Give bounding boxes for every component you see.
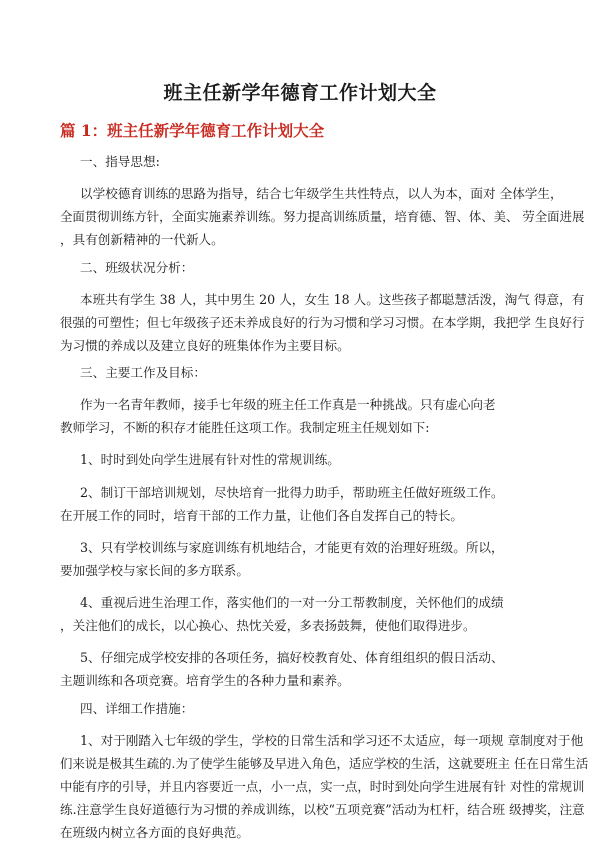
paragraph-line: 要加强学校与家长间的多方联系。 — [60, 563, 249, 578]
paragraph-line: 主题训练和各项竞赛。培育学生的各种力量和素养。 — [60, 673, 350, 688]
paragraph-line: 作为一名青年教师，接手七年级的班主任工作真是一种挑战。只有虚心向老 — [80, 397, 496, 412]
paragraph-line: 很强的可塑性；但七年级孩子还未养成良好的行为习惯和学习习惯。在本学期，我把学 生良好行 — [60, 315, 585, 330]
list-item: 1、时时到处向学生进展有针对性的常规训练。 — [80, 452, 340, 467]
paragraph-line: 以学校德育训练的思路为指导，结合七年级学生共性特点，以人为本，面对 全体学生， — [80, 186, 563, 201]
heading-work-measures: 四、详细工作措施： — [80, 701, 194, 716]
paragraph-line: 为习惯的养成以及建立良好的班集体作为主要目标。 — [60, 338, 350, 353]
paragraph-line: 在开展工作的同时，培育干部的工作力量，让他们各自发挥自己的特长。 — [60, 508, 463, 523]
heading-guiding-thought: 一、指导思想: — [80, 154, 160, 169]
paragraph-line: 在班级内树立各方面的良好典范。 — [60, 825, 249, 840]
list-item: 4、重视后进生治理工作，落实他们的一对一分工帮教制度，关怀他们的成绩 — [80, 595, 504, 610]
paragraph-line: ，关注他们的成长，以心换心、热忱关爱，多表扬鼓舞，使他们取得进步。 — [60, 618, 476, 633]
list-item: 5、仔细完成学校安排的各项任务，搞好校教育处、体育组组织的假日活动、 — [80, 650, 504, 665]
paragraph-line: 本班共有学生 38 人，其中男生 20 人，女生 18 人。这些孩子都聪慧活泼，淘气 得意，有 — [80, 292, 585, 307]
list-item: 3、只有学校训练与家庭训练有机地结合，才能更有效的治理好班级。所以， — [80, 540, 504, 555]
paragraph-line: 练.注意学生良好道德行为习惯的养成训练，以校“五项竞赛”活动为杠杆，结合班 级搏奖，注意 — [60, 802, 585, 817]
paragraph-line: 全面贯彻训练方针，全面实施素养训练。努力提高训练质量，培育德、智、体、美、 劳全面进展 — [60, 209, 585, 224]
paragraph-line: ，具有创新精神的一代新人。 — [60, 232, 224, 247]
paragraph-line: 们来说是极其生疏的.为了使学生能够及早进入角色，适应学校的生活，这就要班主 任在日常生活 — [60, 756, 589, 771]
heading-class-analysis: 二、班级状况分析： — [80, 260, 194, 275]
paragraph-line: 教师学习，不断的积存才能胜任这项工作。我制定班主任规划如下: — [60, 420, 430, 435]
document-title: 班主任新学年德育工作计划大全 — [163, 82, 437, 104]
section-heading: 篇 1：班主任新学年德育工作计划大全 — [60, 121, 325, 140]
heading-main-goals: 三、主要工作及目标： — [80, 365, 206, 380]
paragraph-line: 中能有序的引导，并且内容要近一点，小一点，实一点，时时到处向学生进展有针 对性的常规训 — [60, 779, 585, 794]
list-item: 1、对于刚踏入七年级的学生，学校的日常生活和学习还不太适应，每一项规 章制度对于他 — [80, 733, 584, 748]
list-item: 2、制订干部培训规划，尽快培育一批得力助手，帮助班主任做好班级工作。 — [80, 485, 504, 500]
